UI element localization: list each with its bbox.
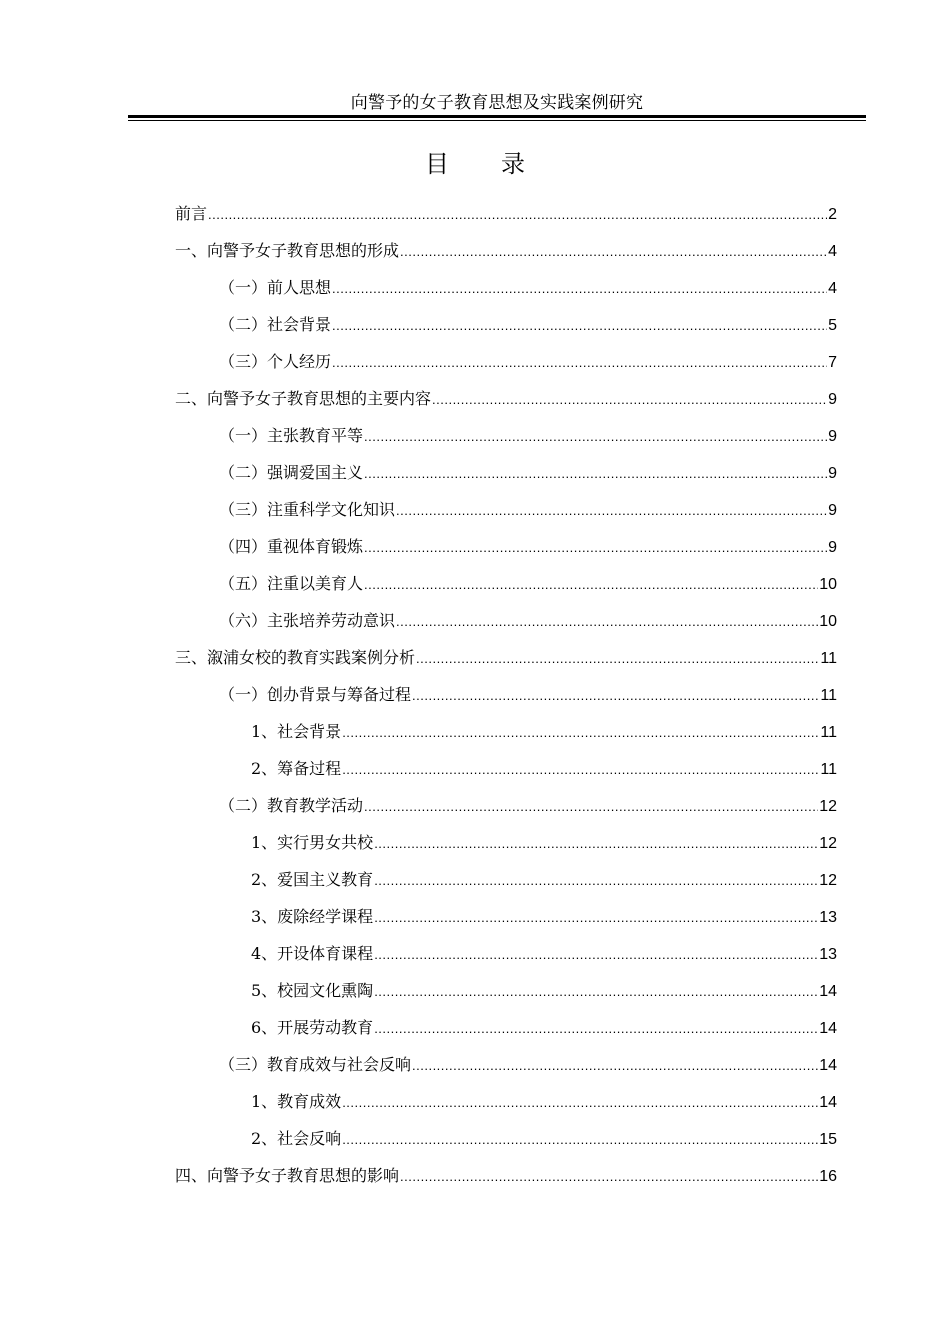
toc-dot-leader — [342, 1126, 818, 1154]
toc-page-number: 14 — [819, 1020, 837, 1037]
toc-dot-leader — [364, 534, 827, 562]
toc-dot-leader — [364, 423, 827, 451]
toc-dot-leader — [332, 275, 827, 303]
toc-entry[interactable] — [175, 385, 837, 422]
toc-entry-label: 2、社会反响 — [251, 1129, 342, 1148]
toc-entry[interactable] — [175, 903, 837, 940]
toc-entry-label: （一）主张教育平等 — [219, 426, 364, 445]
toc-entry[interactable] — [175, 311, 837, 348]
toc-entry-label: （三）注重科学文化知识 — [219, 500, 396, 519]
toc-page-number: 11 — [820, 761, 837, 778]
toc-dot-leader — [412, 682, 819, 710]
toc-page-number: 10 — [819, 576, 837, 593]
table-of-contents — [175, 200, 837, 1199]
toc-page-number: 9 — [828, 391, 837, 408]
toc-page-number: 14 — [819, 983, 837, 1000]
toc-dot-leader — [400, 1163, 818, 1191]
toc-entry-label: （五）注重以美育人 — [219, 574, 364, 593]
toc-entry[interactable] — [175, 1014, 837, 1051]
header-rule-thin — [128, 120, 866, 121]
toc-page-number: 11 — [820, 724, 837, 741]
toc-entry-label: （二）社会背景 — [219, 315, 332, 334]
toc-entry-label: 前言 — [175, 204, 208, 223]
toc-entry-label: （二）教育教学活动 — [219, 796, 364, 815]
toc-page-number: 12 — [819, 798, 837, 815]
toc-dot-leader — [332, 349, 827, 377]
toc-entry[interactable] — [175, 496, 837, 533]
toc-dot-leader — [374, 1015, 818, 1043]
toc-entry[interactable] — [175, 1088, 837, 1125]
toc-dot-leader — [342, 1089, 818, 1117]
toc-entry-label: 2、筹备过程 — [251, 759, 342, 778]
toc-entry-label: 6、开展劳动教育 — [251, 1018, 374, 1037]
toc-page-number: 10 — [819, 613, 837, 630]
toc-entry-label: （三）个人经历 — [219, 352, 332, 371]
toc-entry-label: 1、教育成效 — [251, 1092, 342, 1111]
toc-page-number: 14 — [819, 1094, 837, 1111]
toc-entry-label: 4、开设体育课程 — [251, 944, 374, 963]
toc-entry-label: （四）重视体育锻炼 — [219, 537, 364, 556]
toc-page-number: 12 — [819, 872, 837, 889]
toc-entry[interactable] — [175, 459, 837, 496]
toc-entry[interactable] — [175, 718, 837, 755]
header-rule-thick — [128, 115, 866, 118]
toc-dot-leader — [374, 867, 818, 895]
toc-page-number: 5 — [828, 317, 837, 334]
toc-entry-label: （一）创办背景与筹备过程 — [219, 685, 412, 704]
toc-entry[interactable] — [175, 348, 837, 385]
toc-page-number: 7 — [828, 354, 837, 371]
toc-entry[interactable] — [175, 644, 837, 681]
toc-page-number: 9 — [828, 465, 837, 482]
toc-entry[interactable] — [175, 1125, 837, 1162]
toc-entry-label: （六）主张培养劳动意识 — [219, 611, 396, 630]
toc-entry[interactable] — [175, 940, 837, 977]
toc-page-number: 12 — [819, 835, 837, 852]
toc-entry[interactable] — [175, 1051, 837, 1088]
toc-entry-label: 二、向警予女子教育思想的主要内容 — [175, 389, 432, 408]
toc-entry[interactable] — [175, 829, 837, 866]
toc-dot-leader — [374, 941, 818, 969]
toc-dot-leader — [396, 608, 818, 636]
toc-page-number: 9 — [828, 428, 837, 445]
toc-page-number: 16 — [819, 1168, 837, 1185]
toc-entry-label: 2、爱国主义教育 — [251, 870, 374, 889]
toc-dot-leader — [374, 904, 818, 932]
toc-entry[interactable] — [175, 681, 837, 718]
toc-dot-leader — [396, 497, 827, 525]
toc-dot-leader — [364, 793, 818, 821]
toc-entry-label: 5、校园文化熏陶 — [251, 981, 374, 1000]
toc-entry-label: 1、社会背景 — [251, 722, 342, 741]
toc-entry[interactable] — [175, 792, 837, 829]
toc-dot-leader — [208, 201, 827, 229]
toc-page-number: 11 — [820, 687, 837, 704]
toc-entry[interactable] — [175, 274, 837, 311]
toc-dot-leader — [412, 1052, 818, 1080]
toc-entry[interactable] — [175, 1162, 837, 1199]
toc-entry-label: （三）教育成效与社会反响 — [219, 1055, 412, 1074]
toc-dot-leader — [416, 645, 819, 673]
toc-page-number: 9 — [828, 539, 837, 556]
toc-dot-leader — [332, 312, 827, 340]
toc-page-number: 13 — [819, 909, 837, 926]
toc-dot-leader — [364, 571, 818, 599]
toc-dot-leader — [374, 830, 818, 858]
toc-entry-label: 四、向警予女子教育思想的影响 — [175, 1166, 400, 1185]
toc-entry[interactable] — [175, 755, 837, 792]
toc-page-number: 11 — [820, 650, 837, 667]
toc-page-number: 14 — [819, 1057, 837, 1074]
toc-entry-label: 一、向警予女子教育思想的形成 — [175, 241, 400, 260]
toc-dot-leader — [364, 460, 827, 488]
toc-page-number: 4 — [828, 243, 837, 260]
toc-entry[interactable] — [175, 422, 837, 459]
toc-entry[interactable] — [175, 977, 837, 1014]
toc-entry[interactable] — [175, 237, 837, 274]
toc-dot-leader — [432, 386, 827, 414]
toc-entry-label: 1、实行男女共校 — [251, 833, 374, 852]
toc-entry[interactable] — [175, 570, 837, 607]
toc-dot-leader — [342, 719, 819, 747]
toc-dot-leader — [342, 756, 819, 784]
toc-page-number: 15 — [819, 1131, 837, 1148]
toc-dot-leader — [400, 238, 827, 266]
toc-entry-label: （一）前人思想 — [219, 278, 332, 297]
toc-page-number: 9 — [828, 502, 837, 519]
toc-page-number: 2 — [828, 206, 837, 223]
toc-entry[interactable] — [175, 607, 837, 644]
toc-entry[interactable] — [175, 866, 837, 903]
running-header: 向警予的女子教育思想及实践案例研究 — [350, 93, 644, 113]
toc-title: 目录 — [425, 150, 577, 178]
toc-entry[interactable] — [175, 200, 837, 237]
toc-entry-label: 三、溆浦女校的教育实践案例分析 — [175, 648, 416, 667]
toc-entry-label: 3、废除经学课程 — [251, 907, 374, 926]
toc-page-number: 13 — [819, 946, 837, 963]
toc-entry-label: （二）强调爱国主义 — [219, 463, 364, 482]
toc-dot-leader — [374, 978, 818, 1006]
toc-page-number: 4 — [828, 280, 837, 297]
toc-entry[interactable] — [175, 533, 837, 570]
